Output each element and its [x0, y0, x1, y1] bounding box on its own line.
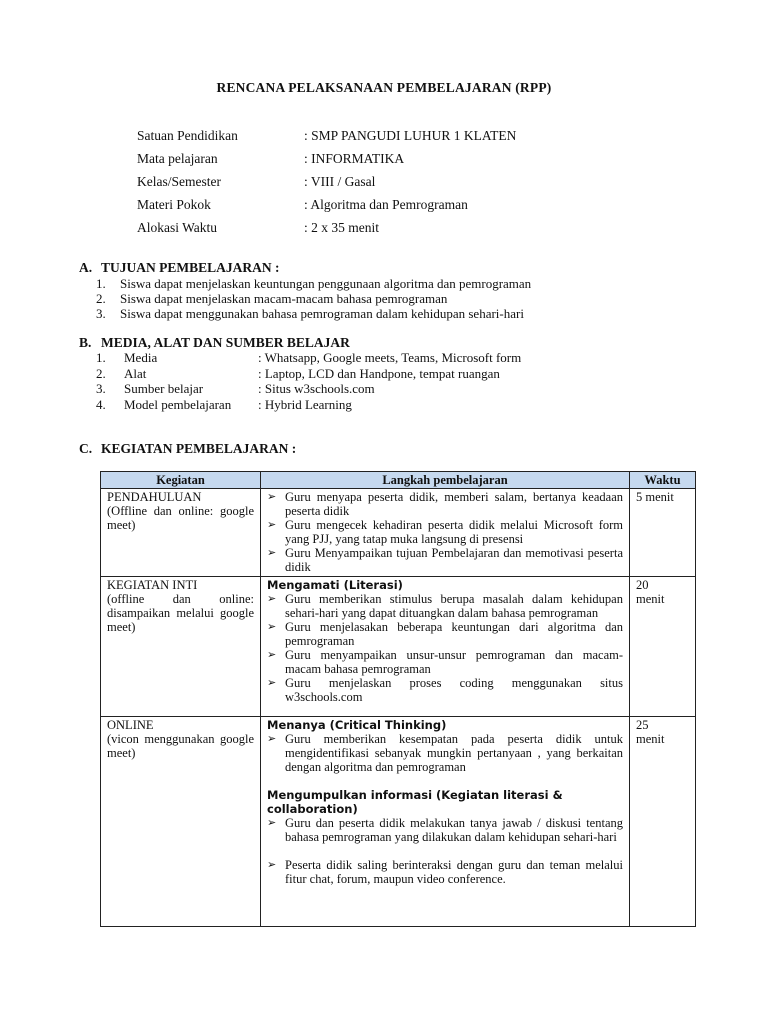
section-title: MEDIA, ALAT DAN SUMBER BELAJAR — [101, 335, 350, 350]
list-item — [267, 648, 623, 676]
table-header-row — [101, 472, 696, 489]
arrow-bullet-icon: ➢ — [267, 859, 277, 871]
kegiatan-title: PENDAHULUAN — [107, 490, 202, 504]
list-number: 1. — [96, 276, 106, 291]
arrow-bullet-icon: ➢ — [267, 519, 277, 531]
media-list — [96, 350, 521, 412]
list-item — [96, 276, 531, 291]
identity-value: : VIII / Gasal — [304, 174, 376, 189]
kegiatan-note: (vicon menggunakan google meet) — [107, 732, 254, 760]
bullet-text: Guru menjelasakan beberapa keuntungan dari algoritma dan pemrograman — [285, 620, 623, 648]
list-item — [267, 858, 623, 886]
bullet-text: Guru menyampaikan unsur-unsur pemrograman dan macam-macam bahasa pemrograman — [285, 648, 623, 676]
waktu-cell: 5 menit — [630, 489, 696, 577]
media-label: Alat — [124, 365, 147, 381]
media-value: : Hybrid Learning — [258, 396, 352, 412]
identity-row — [137, 170, 516, 193]
section-title: KEGIATAN PEMBELAJARAN : — [101, 441, 297, 456]
identity-value: : 2 x 35 menit — [304, 220, 379, 235]
media-value: : Laptop, LCD dan Handpone, tempat ruangan — [258, 365, 500, 381]
identity-value: : SMP PANGUDI LUHUR 1 KLATEN — [304, 128, 517, 143]
bullet-text: Guru memberikan kesempatan pada peserta didik untuk mengidentifikasi sebanyak mungkin pertanyaan , yang berkaitan dengan algoritma dan pemrograman — [285, 732, 623, 774]
media-label: Model pembelajaran — [124, 396, 232, 412]
arrow-bullet-icon: ➢ — [267, 593, 277, 605]
bullet-text: Guru menjelaskan proses coding menggunakan situs w3schools.com — [285, 676, 623, 704]
media-value: : Situs w3schools.com — [258, 381, 375, 396]
header-kegiatan: Kegiatan — [101, 472, 261, 489]
arrow-bullet-icon: ➢ — [267, 677, 277, 689]
arrow-bullet-icon: ➢ — [267, 733, 277, 745]
media-label: Media — [124, 350, 158, 365]
list-item — [267, 816, 623, 844]
step-subheading: Mengamati (Literasi) — [267, 578, 403, 592]
step-subheading: Menanya (Critical Thinking) — [267, 718, 447, 732]
identity-row — [137, 124, 516, 147]
section-a-heading — [79, 260, 280, 275]
bullet-text: Peserta didik saling berinteraksi dengan guru dan teman melalui fitur chat, forum, maupun video conference. — [285, 858, 623, 886]
list-number: 2. — [96, 291, 106, 306]
bullet-text: Guru dan peserta didik melakukan tanya jawab / diskusi tentang bahasa pemrograman yang dilakukan dalam kehidupan sehari-hari — [285, 816, 623, 844]
langkah-cell — [261, 717, 630, 927]
identity-row — [137, 147, 516, 170]
document-title: RENCANA PELAKSANAAN PEMBELAJARAN (RPP) — [216, 80, 552, 95]
list-item — [267, 592, 623, 620]
arrow-bullet-icon: ➢ — [267, 817, 277, 829]
waktu-text: 20 menit — [636, 578, 665, 606]
langkah-cell — [261, 577, 630, 717]
kegiatan-title: KEGIATAN INTI — [107, 578, 198, 592]
kegiatan-note: (offline dan online: disampaikan melalui google meet) — [107, 592, 254, 634]
list-number: 1. — [96, 350, 106, 365]
table-row — [101, 577, 696, 717]
list-item — [96, 291, 531, 306]
bullet-text: Guru Menyampaikan tujuan Pembelajaran dan memotivasi peserta didik — [285, 546, 623, 574]
kegiatan-cell — [101, 577, 261, 717]
identity-label: Materi Pokok — [137, 197, 211, 212]
table-row — [101, 489, 696, 577]
section-title: TUJUAN PEMBELAJARAN : — [101, 260, 280, 275]
list-number: 2. — [96, 365, 106, 381]
identity-row — [137, 216, 516, 239]
list-item — [96, 350, 521, 366]
list-item — [96, 381, 521, 397]
langkah-cell — [261, 489, 630, 577]
list-item — [96, 366, 521, 382]
list-text: Siswa dapat menjelaskan keuntungan penggunaan algoritma dan pemrograman — [120, 276, 532, 291]
identity-label: Alokasi Waktu — [137, 220, 218, 235]
kegiatan-cell — [101, 489, 261, 577]
spacer — [267, 774, 623, 788]
identity-value: : INFORMATIKA — [304, 151, 405, 166]
identity-block — [137, 124, 516, 239]
list-item — [96, 306, 531, 321]
table-row — [101, 717, 696, 927]
kegiatan-note: (Offline dan online: google meet) — [107, 504, 254, 532]
kegiatan-cell — [101, 717, 261, 927]
list-number: 3. — [96, 381, 106, 396]
identity-value: : Algoritma dan Pemrograman — [304, 197, 468, 212]
bullet-text: Guru mengecek kehadiran peserta didik melalui Microsoft form yang PJJ, yang tatap muka langsung di presensi — [285, 518, 623, 546]
bullet-text: Guru menyapa peserta didik, memberi salam, bertanya keadaan peserta didik — [285, 490, 623, 518]
waktu-cell — [630, 717, 696, 927]
list-text: Siswa dapat menggunakan bahasa pemrograman dalam kehidupan sehari-hari — [120, 306, 524, 321]
tujuan-list — [96, 276, 531, 321]
list-number: 3. — [96, 306, 106, 321]
arrow-bullet-icon: ➢ — [267, 547, 277, 559]
bullet-text: Guru memberikan stimulus berupa masalah dalam kehidupan sehari-hari yang dapat dituangkan dalam bahasa pemrograman — [285, 592, 623, 620]
section-c-heading — [79, 441, 296, 456]
waktu-cell — [630, 577, 696, 717]
arrow-bullet-icon: ➢ — [267, 649, 277, 661]
list-number: 4. — [96, 396, 106, 412]
list-item — [267, 546, 623, 574]
media-value: : Whatsapp, Google meets, Teams, Microsoft form — [258, 350, 522, 365]
step-subheading: Mengumpulkan informasi (Kegiatan literasi & collaboration) — [267, 788, 563, 816]
media-label: Sumber belajar — [124, 381, 204, 396]
waktu-text: 25 menit — [636, 718, 665, 746]
list-item — [267, 518, 623, 546]
kegiatan-title: ONLINE — [107, 718, 154, 732]
list-text: Siswa dapat menjelaskan macam-macam bahasa pemrograman — [120, 291, 448, 306]
section-letter: A. — [79, 260, 93, 275]
header-waktu: Waktu — [630, 472, 696, 489]
spacer — [267, 844, 623, 858]
arrow-bullet-icon: ➢ — [267, 621, 277, 633]
list-item — [96, 397, 521, 413]
list-item — [267, 676, 623, 704]
list-item — [267, 490, 623, 518]
section-letter: C. — [79, 441, 93, 456]
list-item — [267, 620, 623, 648]
identity-label: Mata pelajaran — [137, 151, 218, 166]
identity-row — [137, 193, 516, 216]
section-letter: B. — [79, 335, 92, 350]
header-langkah: Langkah pembelajaran — [261, 472, 630, 489]
kegiatan-table — [100, 471, 696, 927]
identity-label: Kelas/Semester — [137, 174, 221, 189]
identity-label: Satuan Pendidikan — [137, 128, 238, 143]
arrow-bullet-icon: ➢ — [267, 491, 277, 503]
section-b-heading — [79, 335, 350, 350]
list-item — [267, 732, 623, 774]
